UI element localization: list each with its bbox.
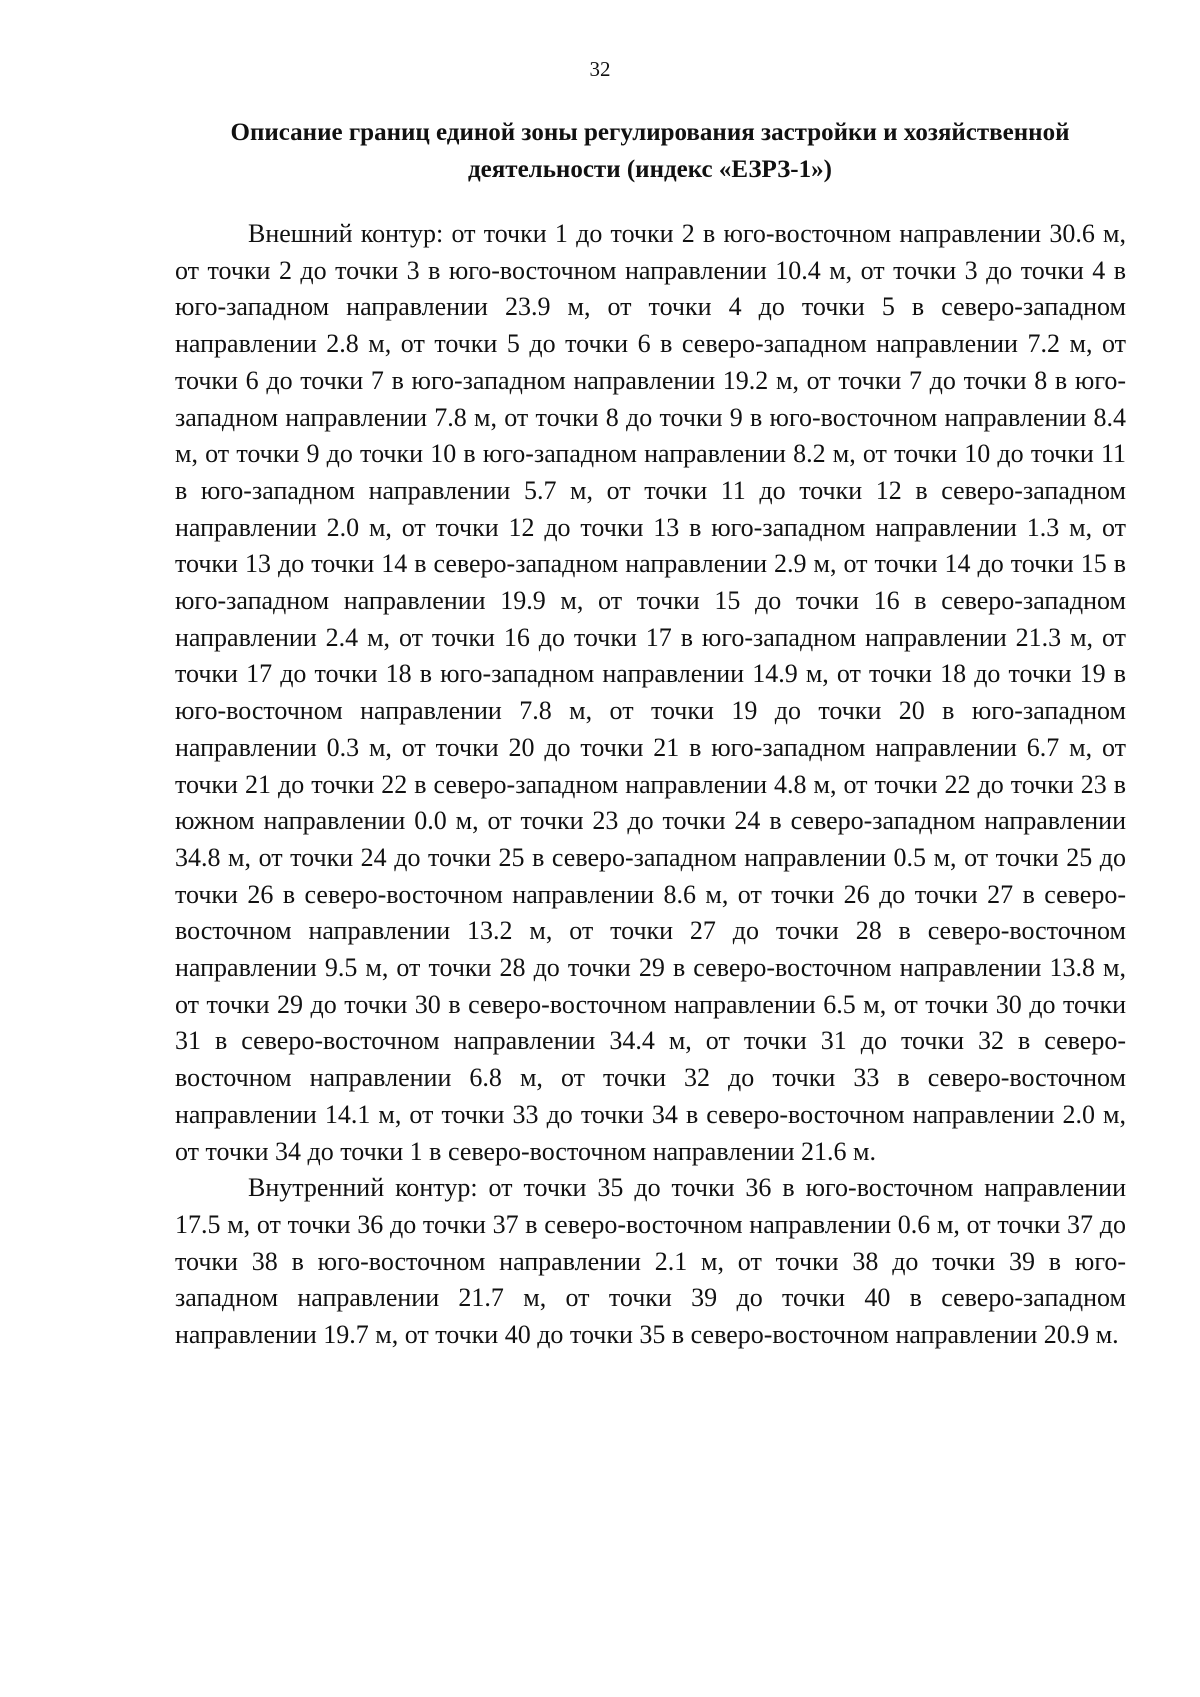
paragraph-outer-contour: Внешний контур: от точки 1 до точки 2 в юго-восточном направлении 30.6 м, от точки 2 до точки 3 в юго-восточном направлении 10.4 м, от точки 3 до точки 4 в юго-западном направлении 23.9 м, от точки 4 до точки 5 в северо-западном направлении 2.8 м, от точки 5 до точки 6 в северо-западном направлении 7.2 м, от точки 6 до точки 7 в юго-западном направлении 19.2 м, от точки 7 до точки 8 в юго-западном направлении 7.8 м, от точки 8 до точки 9 в юго-восточном направлении 8.4 м, от точки 9 до точки 10 в юго-западном направлении 8.2 м, от точки 10 до точки 11 в юго-западном направлении 5.7 м, от точки 11 до точки 12 в северо-западном направлении 2.0 м, от точки 12 до точки 13 в юго-западном направлении 1.3 м, от точки 13 до точки 14 в северо-западном направлении 2.9 м, от точки 14 до точки 15 в юго-западном направлении 19.9 м, от точки 15 до точки 16 в северо-западном направлении 2.4 м, от точки 16 до точки 17 в юго-западном направлении 21.3 м, от точки 17 до точки 18 в юго-западном направлении 14.9 м, от точки 18 до точки 19 в юго-восточном направлении 7.8 м, от точки 19 до точки 20 в юго-западном направлении 0.3 м, от точки 20 до точки 21 в юго-западном направлении 6.7 м, от точки 21 до точки 22 в северо-западном направлении 4.8 м, от точки 22 до точки 23 в южном направлении 0.0 м, от точки 23 до точки 24 в северо-западном направлении 34.8 м, от точки 24 до точки 25 в северо-западном направлении 0.5 м, от точки 25 до точки 26 в северо-восточном направлении 8.6 м, от точки 26 до точки 27 в северо-восточном направлении 13.2 м, от точки 27 до точки 28 в северо-восточном направлении 9.5 м, от точки 28 до точки 29 в северо-восточном направлении 13.8 м, от точки 29 до точки 30 в северо-восточном направлении 6.5 м, от точки 30 до точки 31 в северо-восточном направлении 34.4 м, от точки 31 до точки 32 в северо-восточном направлении 6.8 м, от точки 32 до точки 33 в северо-восточном направлении 14.1 м, от точки 33 до точки 34 в северо-восточном направлении 2.0 м, от точки 34 до точки 1 в северо-восточном направлении 21.6 м. <box>175 219 1126 1166</box>
page-number: 32 <box>589 57 611 81</box>
document-title: Описание границ единой зоны регулирования застройки и хозяйственной деятельности (индекс «ЕЗРЗ-1») <box>230 119 1070 183</box>
paragraph-inner-contour: Внутренний контур: от точки 35 до точки 36 в юго-восточном направлении 17.5 м, от точки 36 до точки 37 в северо-восточном направлении 0.6 м, от точки 37 до точки 38 в юго-восточном направлении 2.1 м, от точки 38 до точки 39 в юго-западном направлении 21.7 м, от точки 39 до точки 40 в северо-западном направлении 19.7 м, от точки 40 до точки 35 в северо-восточном направлении 20.9 м. <box>175 1173 1126 1350</box>
document-body <box>175 216 1126 1354</box>
